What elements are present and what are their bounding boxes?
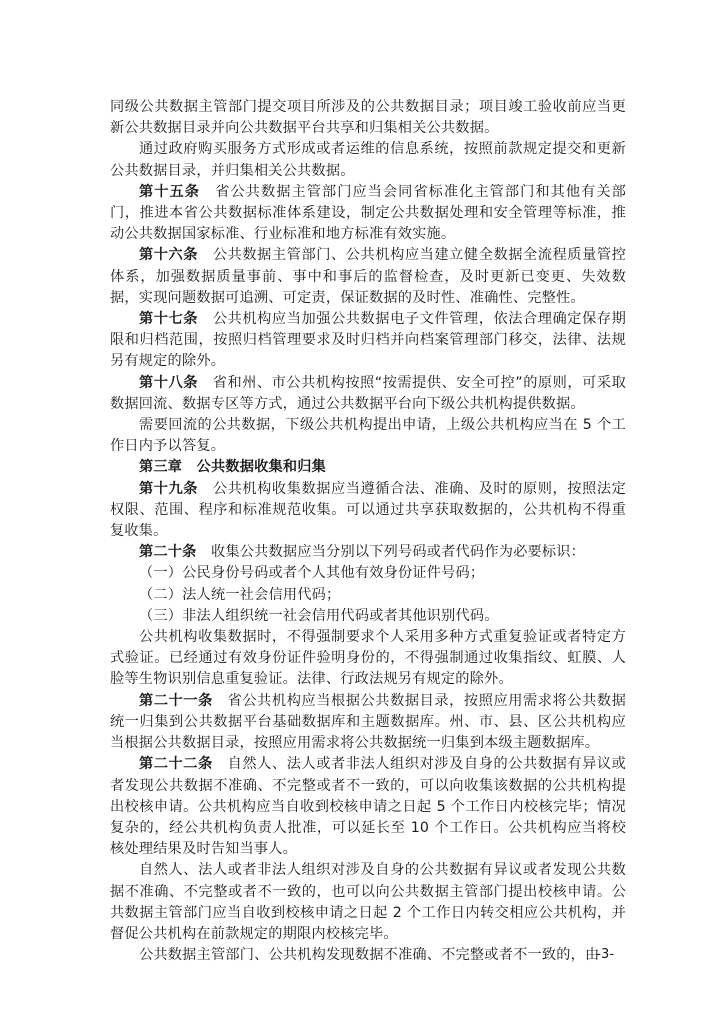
article-number: 第二十一条 [139, 692, 213, 709]
article-number: 第十五条 [139, 183, 200, 200]
paragraph-text: 需要回流的公共数据，下级公共机构提出申请，上级公共机构应当在 5 个工作日内予以答复。 [110, 417, 626, 455]
article-19 [110, 479, 626, 543]
article-18 [110, 373, 626, 415]
list-item-1 [110, 563, 626, 584]
paragraph-text: （一）公民身份号码或者个人其他有效身份证件号码； [139, 565, 485, 582]
article-15 [110, 182, 626, 246]
paragraph-text: 自然人、法人或者非法人组织对涉及自身的公共数据有异议或者发现公共数据不准确、不完整或者不一致的，也可以向公共数据主管部门提出校核申请。公共数据主管部门应当自收到校核申请之日起 2 个工作日内转交相应公共机构，并督促公共机构在前款规定的期限内校核完毕。 [110, 862, 626, 942]
paragraph-text: （三）非法人组织统一社会信用代码或者其他识别代码。 [139, 607, 499, 624]
page-number: -3- [596, 947, 614, 962]
paragraph-14 [110, 627, 626, 691]
list-item-2 [110, 585, 626, 606]
article-number: 第十九条 [139, 480, 199, 497]
paragraph-2 [110, 139, 626, 181]
paragraph-text: 自然人、法人或者非法人组织对涉及自身的公共数据有异议或者发现公共数据不准确、不完整或者不一致的，可以向收集该数据的公共机构提出校核申请。公共机构应当自收到校核申请之日起 5 个工作日内校核完毕；情况复杂的，经公共机构负责人批准，可以延长至 10 个工作日。公共机构应当将校核处理结果及时告知当事人。 [110, 756, 626, 858]
paragraph-text: 收集公共数据应当分别以下列号码或者代码作为必要标识： [210, 544, 586, 561]
paragraph-7 [110, 415, 626, 457]
article-16 [110, 245, 626, 309]
chapter-title: 第三章 公共数据收集和归集 [139, 459, 327, 476]
paragraph-text: 公共机构收集数据时，不得强制要求个人采用多种方式重复验证或者特定方式验证。已经通过有效身份证件验明身份的，不得强制通过收集指纹、虹膜、人脸等生物识别信息重复验证。法律、行政法规另有规定的除外。 [110, 629, 626, 688]
document-body [110, 97, 626, 966]
article-number: 第十六条 [139, 247, 199, 264]
paragraph-text: 公共数据主管部门、公共机构应当建立健全数据全流程质量管控体系，加强数据质量事前、事中和事后的监督检查，及时更新已变更、失效数据，实现问题数据可追溯、可定责，保证数据的及时性、准确性、完整性。 [110, 247, 626, 306]
article-17 [110, 309, 626, 373]
article-21 [110, 691, 626, 755]
paragraph-18 [110, 945, 626, 966]
article-number: 第十八条 [139, 374, 198, 391]
paragraph-text: 公共机构收集数据应当遵循合法、准确、及时的原则，按照法定权限、范围、程序和标准规范收集。可以通过共享获取数据的，公共机构不得重复收集。 [110, 480, 626, 540]
article-number: 第十七条 [139, 311, 199, 328]
paragraph-text: 同级公共数据主管部门提交项目所涉及的公共数据目录；项目竣工验收前应当更新公共数据目录并向公共数据平台共享和归集相关公共数据。 [110, 99, 626, 137]
paragraph-text: （二）法人统一社会信用代码； [139, 586, 341, 603]
article-22 [110, 754, 626, 860]
paragraph-text: 公共数据主管部门、公共机构发现数据不准确、不完整或者不一致的，由 [139, 947, 600, 964]
paragraph-text: 省和州、市公共机构按照“按需提供、安全可控”的原则，可采取数据回流、数据专区等方式，通过公共数据平台向下级公共机构提供数据。 [110, 374, 626, 412]
paragraph-text: 通过政府购买服务方式形成或者运维的信息系统，按照前款规定提交和更新公共数据目录，并归集相关公共数据。 [110, 141, 626, 179]
list-item-3 [110, 606, 626, 627]
article-20 [110, 542, 626, 563]
paragraph-text: 省公共机构应当根据公共数据目录，按照应用需求将公共数据统一归集到公共数据平台基础数据库和主题数据库。州、市、县、区公共机构应当根据公共数据目录，按照应用需求将公共数据统一归集到本级主题数据库。 [110, 692, 626, 752]
paragraph-text: 省公共数据主管部门应当会同省标准化主管部门和其他有关部门，推进本省公共数据标准体系建设，制定公共数据处理和安全管理等标准，推动公共数据国家标准、行业标准和地方标准有效实施。 [110, 183, 626, 243]
article-number: 第二十二条 [139, 756, 213, 773]
paragraph-text: 公共机构应当加强公共数据电子文件管理，依法合理确定保存期限和归档范围，按照归档管理要求及时归档并向档案管理部门移交，法律、法规另有规定的除外。 [110, 311, 626, 370]
article-number: 第二十条 [139, 544, 197, 561]
paragraph-17 [110, 860, 626, 945]
chapter-heading [110, 457, 626, 478]
paragraph-1 [110, 97, 626, 139]
